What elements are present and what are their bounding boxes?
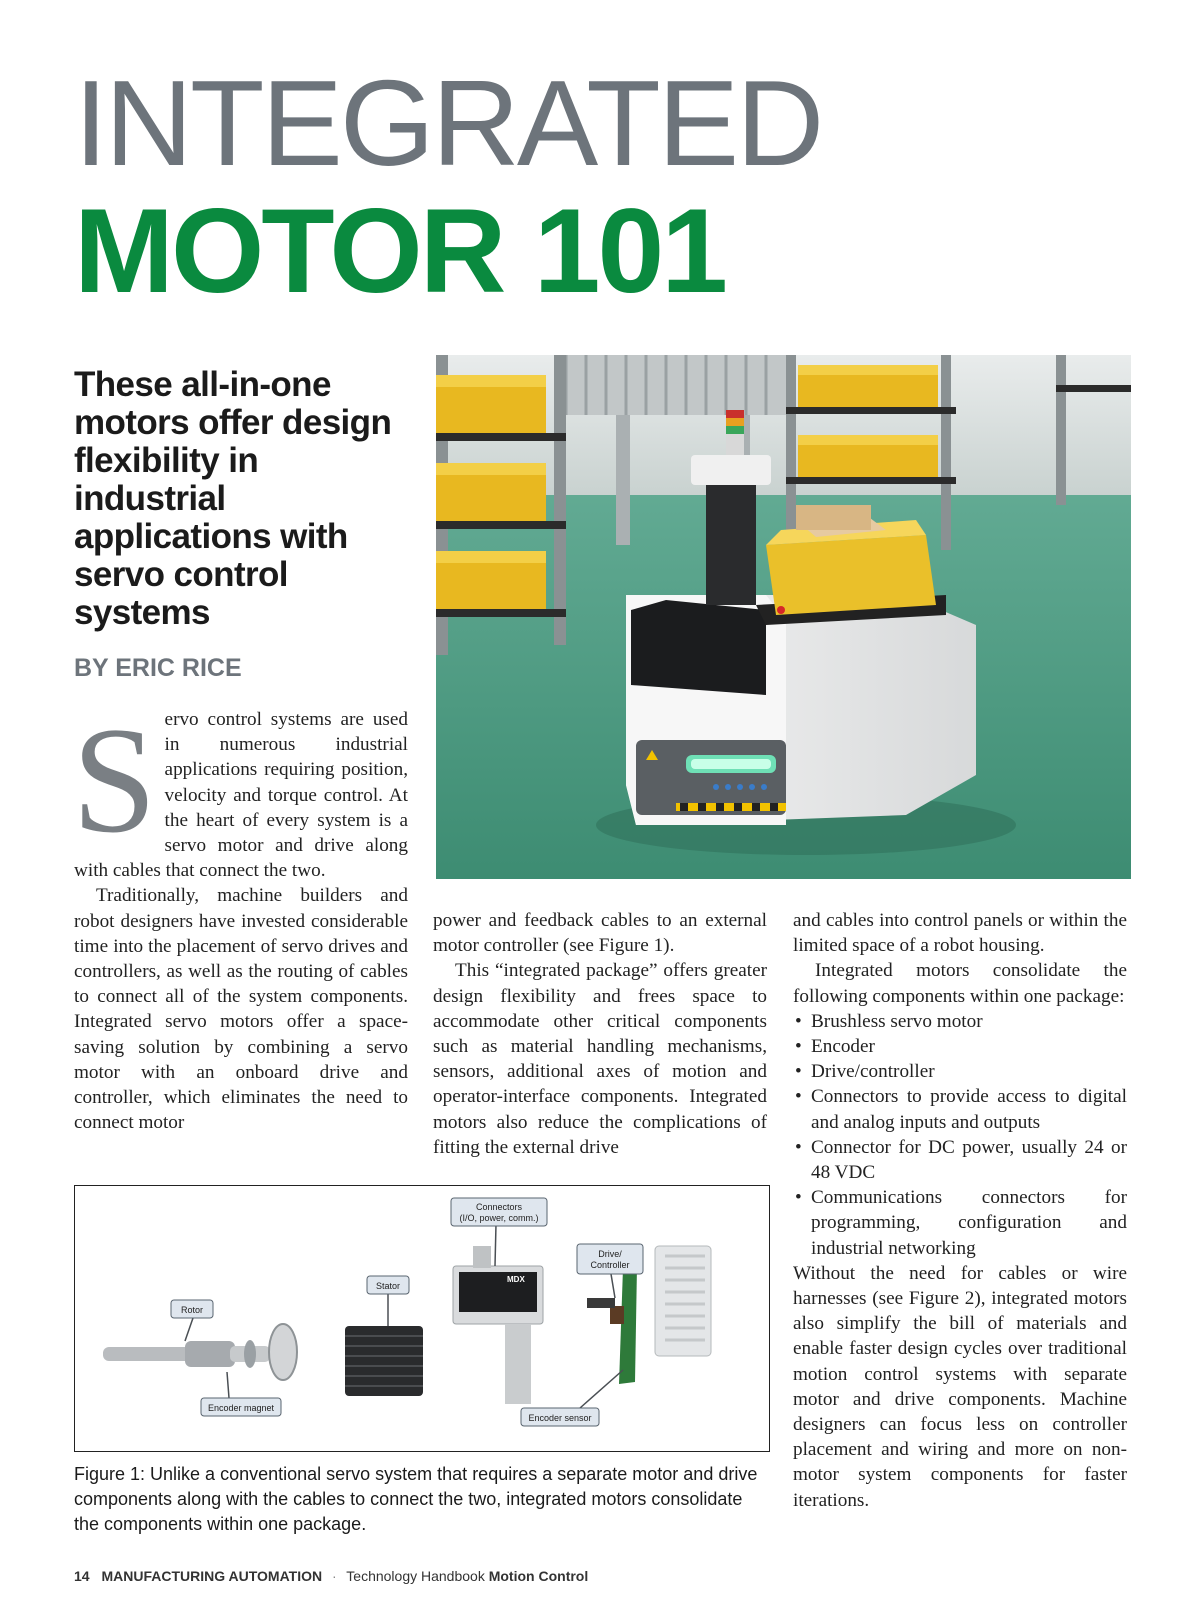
figure-caption: Figure 1: Unlike a conventional servo system that requires a separate motor and drive components along with the cables to connect the two, integrated motors consolidate the components within one package. [74, 1464, 758, 1534]
robot-illustration [436, 355, 1131, 879]
stator-part [345, 1326, 423, 1396]
list-item: • Connectors to provide access to digital and analog inputs and outputs [793, 1084, 1127, 1134]
svg-text:Stator: Stator [375, 1281, 401, 1291]
housing-part [453, 1246, 543, 1404]
byline: BY ERIC RICE [74, 654, 242, 682]
col3-paragraph-3: Without the need for cables or wire harnesses (see Figure 2), integrated motors also simplify the bill of materials and enable faster design cycles over traditional motion control systems with separate motor and drive components. Machine designers can focus less on controller placement and wiring and more on non-motor system components for faster iterations. [793, 1262, 1127, 1511]
title-line-1: INTEGRATED [74, 55, 822, 191]
col1-paragraph-2: Traditionally, machine builders and robot designers have invested considerable time into the placement of servo drives and controllers, as well as the routing of cables to connect all of the system components. Integrated servo motors offer a space-saving solution by combining a servo motor with an onboard drive and controller, which eliminates the need to connect motor [74, 885, 408, 1134]
column-1 [72, 696, 408, 1135]
list-item: • Drive/controller [793, 1059, 1127, 1084]
drop-cap: S [72, 696, 157, 864]
figure-1 [74, 1185, 770, 1452]
flange-part [269, 1324, 297, 1380]
callout-connectors [451, 1198, 547, 1226]
list-item: • Encoder [793, 1034, 1127, 1059]
col2-paragraph-2: This “integrated package” offers greater design flexibility and frees space to accommodate other critical components such as material handling mechanisms, sensors, additional axes of motion and operator-interface components. Integrated motors also reduce the complications of fitting the external drive [433, 960, 767, 1158]
list-item: • Communications connectors for programming, configuration and industrial networking [793, 1185, 1127, 1261]
svg-text:Encoder magnet: Encoder magnet [207, 1403, 275, 1413]
exploded-motor-diagram [75, 1186, 768, 1450]
product-label: MDX [507, 1275, 525, 1284]
article-deck: These all-in-one motors offer design flexibility in industrial applications with servo control systems [74, 365, 392, 632]
publication-name: MANUFACTURING AUTOMATION [101, 1568, 323, 1584]
heatsink-part [655, 1246, 711, 1356]
callout-stator [367, 1276, 409, 1294]
components-list [793, 1009, 1127, 1261]
list-item: • Connector for DC power, usually 24 or 48 VDC [793, 1135, 1127, 1185]
svg-text:Connectors: Connectors [475, 1202, 523, 1212]
robot-photo [436, 355, 1131, 879]
list-item: • Brushless servo motor [793, 1009, 1127, 1034]
callout-encoder-sensor [521, 1408, 599, 1426]
svg-text:Encoder sensor: Encoder sensor [528, 1413, 592, 1423]
callout-rotor [171, 1300, 213, 1318]
callout-drive-controller [577, 1244, 643, 1274]
svg-text:Controller: Controller [590, 1260, 630, 1270]
col1-paragraph-1: ervo control systems are used in numerous industrial applications requiring position, velocity and torque control. At the heart of every system is a servo motor and drive along with cables that connect the two. [74, 709, 408, 882]
svg-text:Drive/: Drive/ [598, 1249, 622, 1259]
col3-paragraph-1: and cables into control panels or within the limited space of a robot housing. [793, 910, 1127, 957]
svg-text:(I/O, power, comm.): (I/O, power, comm.) [459, 1213, 539, 1223]
encoder-magnet-part [244, 1340, 256, 1368]
title-line-2: MOTOR 101 [74, 184, 725, 318]
col2-paragraph-1: power and feedback cables to an external motor controller (see Figure 1). [433, 910, 767, 957]
column-3 [793, 908, 1127, 1513]
handbook-name: Technology Handbook [346, 1568, 485, 1584]
callout-encoder-magnet [201, 1398, 281, 1416]
svg-text:Rotor: Rotor [180, 1305, 204, 1315]
page-number: 14 [74, 1568, 90, 1584]
footer-separator: · [331, 1568, 337, 1584]
column-2 [433, 908, 767, 1160]
section-name: Motion Control [488, 1568, 589, 1584]
col3-paragraph-2: Integrated motors consolidate the following components within one package: [793, 960, 1127, 1007]
page-footer [74, 1568, 588, 1584]
